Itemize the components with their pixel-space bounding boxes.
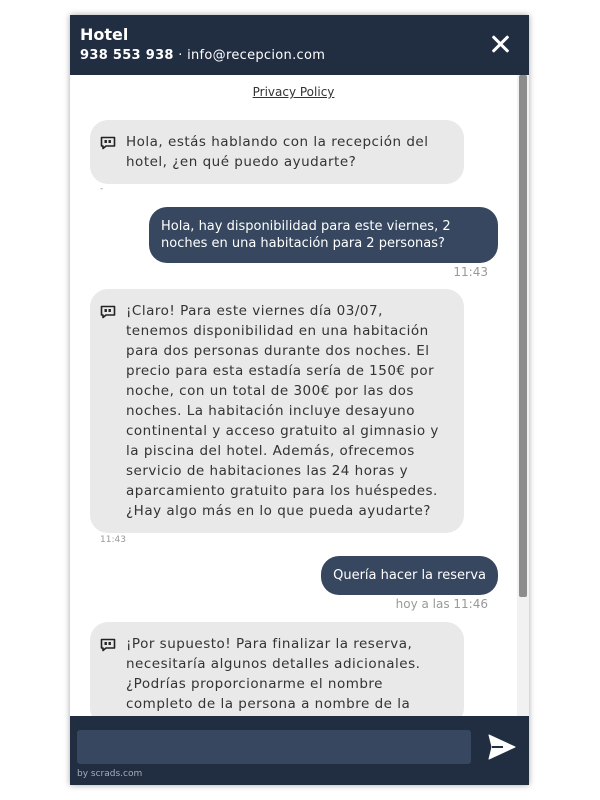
header-title: Hotel (80, 25, 129, 44)
message-text: ¡Claro! Para este viernes día 03/07, tenemos disponibilidad en una habitación para dos personas durante dos noches. El precio para esta estadía sería de 150€ por noche, con un total de 300€ por las dos noches. La habitación incluye desayuno continental y acceso gratuito al gimnasio y la piscina del hotel. Además, ofrecemos servicio de habitaciones las 24 horas y aparcamiento gratuito para los huéspedes. ¿Hay algo más en lo que pueda ayudarte? (126, 303, 439, 519)
user-message (149, 207, 498, 263)
message-list[interactable] (70, 75, 517, 716)
header-separator: · (173, 48, 188, 63)
chat-widget (70, 15, 529, 785)
bot-message (90, 289, 464, 533)
powered-by: by scrads.com (77, 769, 143, 779)
message-text: Hola, hay disponibilidad para este viernes, 2 noches en una habitación para 2 personas? (161, 219, 451, 251)
message-time: hoy a las 11:46 (395, 597, 488, 611)
scrollbar-thumb[interactable] (519, 75, 527, 597)
send-icon[interactable] (488, 734, 516, 760)
user-message (321, 556, 498, 595)
bot-message (90, 622, 464, 716)
chat-footer (70, 716, 529, 785)
header-email: info@recepcion.com (187, 48, 326, 63)
chat-header (70, 15, 529, 75)
quote-icon (100, 136, 116, 150)
message-text: Quería hacer la reserva (333, 568, 486, 583)
scrollbar[interactable] (517, 75, 529, 716)
message-time: 11:43 (453, 265, 488, 279)
message-text: ¡Por supuesto! Para finalizar la reserva, necesitaría algunos detalles adicionales. ¿Podrías proporcionarme el nombre completo de la persona a nombre de la (126, 636, 421, 712)
bot-message (90, 120, 464, 184)
quote-icon (100, 305, 116, 319)
close-icon[interactable] (489, 33, 511, 55)
message-input[interactable] (77, 730, 471, 764)
header-phone: 938 553 938 (80, 48, 174, 63)
privacy-policy-link[interactable]: Privacy Policy (252, 85, 335, 99)
header-contact (80, 48, 325, 63)
message-time: 11:43 (100, 535, 126, 545)
message-text: Hola, estás hablando con la recepción del hotel, ¿en qué puedo ayudarte? (126, 134, 429, 170)
quote-icon (100, 638, 116, 652)
message-time: - (100, 184, 104, 194)
